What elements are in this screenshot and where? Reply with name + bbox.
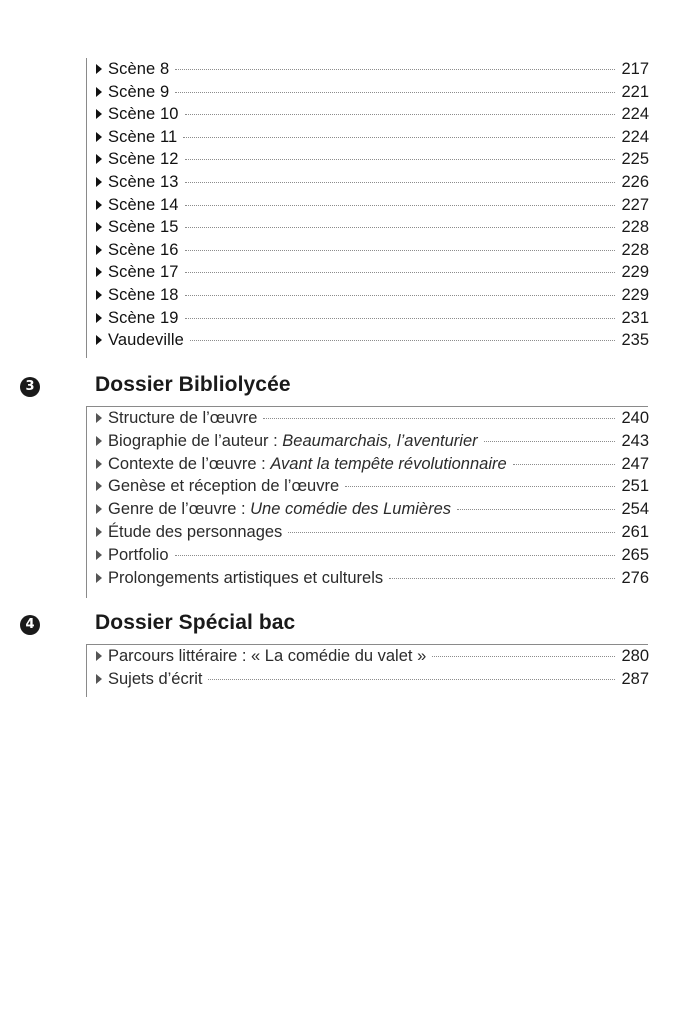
- page-number: 228: [621, 218, 649, 237]
- dot-leader: [185, 205, 616, 206]
- triangle-marker-icon: [96, 290, 102, 300]
- toc-entry-biographie[interactable]: [87, 430, 649, 453]
- bac-list: [87, 645, 649, 691]
- dot-leader: [185, 114, 616, 115]
- entry-label: Scène 17: [108, 263, 179, 282]
- triangle-marker-icon: [96, 550, 102, 560]
- toc-entry-personnages[interactable]: [87, 521, 649, 544]
- toc-entry-structure[interactable]: [87, 407, 649, 430]
- dot-leader: [457, 509, 615, 510]
- toc-entry-scene-9[interactable]: [87, 81, 649, 104]
- triangle-marker-icon: [96, 481, 102, 491]
- scenes-list: [87, 58, 649, 352]
- entry-label: [108, 453, 507, 476]
- triangle-marker-icon: [96, 413, 102, 423]
- page-number: 231: [621, 308, 649, 327]
- page-number: 265: [621, 545, 649, 564]
- toc-entry-scene-11[interactable]: [87, 126, 649, 149]
- dot-leader: [185, 182, 616, 183]
- dot-leader: [185, 295, 616, 296]
- page-number: 229: [621, 285, 649, 304]
- dot-leader: [185, 318, 616, 319]
- section-title: Dossier Bibliolycée: [95, 373, 291, 396]
- dot-leader: [185, 227, 616, 228]
- entry-label: Sujets d’écrit: [108, 669, 203, 688]
- toc-entry-scene-16[interactable]: [87, 239, 649, 262]
- biblio-block: [86, 407, 649, 598]
- triangle-marker-icon: [96, 267, 102, 277]
- page-number: 240: [621, 409, 649, 427]
- dot-leader: [484, 441, 616, 442]
- page-number: 228: [621, 240, 649, 259]
- page-number: 247: [621, 454, 649, 473]
- triangle-marker-icon: [96, 64, 102, 74]
- dot-leader: [185, 250, 616, 251]
- section-heading-bac[interactable]: [20, 605, 648, 645]
- entry-label: Scène 16: [108, 240, 179, 259]
- page-number: 251: [621, 477, 649, 496]
- dot-leader: [288, 532, 615, 533]
- bac-block: [86, 645, 649, 697]
- page-number: 229: [621, 263, 649, 282]
- triangle-marker-icon: [96, 132, 102, 142]
- entry-label: Parcours littéraire : « La comédie du valet »: [108, 647, 427, 665]
- entry-label: Vaudeville: [108, 331, 184, 350]
- dot-leader: [513, 464, 616, 465]
- dot-leader: [345, 486, 615, 487]
- dot-leader: [183, 137, 615, 138]
- dot-leader: [389, 578, 615, 579]
- entry-label: Scène 8: [108, 60, 170, 78]
- entry-label: Scène 18: [108, 285, 179, 304]
- dot-leader: [208, 679, 615, 680]
- toc-entry-vaudeville[interactable]: [87, 329, 649, 352]
- toc-entry-scene-12[interactable]: [87, 148, 649, 171]
- toc-entry-genese[interactable]: [87, 475, 649, 498]
- page-number: 235: [621, 331, 649, 350]
- toc-entry-parcours[interactable]: [87, 645, 649, 668]
- page-number: 226: [621, 172, 649, 191]
- triangle-marker-icon: [96, 504, 102, 514]
- toc-entry-genre[interactable]: [87, 498, 649, 521]
- entry-label: Scène 10: [108, 105, 179, 124]
- entry-label-italic: Avant la tempête révolutionnaire: [270, 454, 507, 473]
- dot-leader: [190, 340, 616, 341]
- entry-label-main: Biographie de l’auteur :: [108, 431, 283, 450]
- entry-label: Scène 12: [108, 150, 179, 169]
- entry-label: [108, 498, 451, 521]
- page-number: 261: [621, 522, 649, 541]
- toc-entry-scene-18[interactable]: [87, 284, 649, 307]
- entry-label-main: Contexte de l’œuvre :: [108, 454, 271, 473]
- triangle-marker-icon: [96, 109, 102, 119]
- triangle-marker-icon: [96, 245, 102, 255]
- toc-entry-scene-15[interactable]: [87, 216, 649, 239]
- section-heading-biblio[interactable]: [20, 367, 648, 407]
- section-number-badge: 4: [20, 615, 40, 635]
- toc-entry-scene-8[interactable]: [87, 58, 649, 81]
- entry-label: Scène 19: [108, 308, 179, 327]
- triangle-marker-icon: [96, 459, 102, 469]
- triangle-marker-icon: [96, 651, 102, 661]
- dot-leader: [175, 555, 616, 556]
- page-number: 225: [621, 150, 649, 169]
- entry-label-main: Genre de l’œuvre :: [108, 500, 251, 519]
- entry-label: Étude des personnages: [108, 522, 283, 541]
- toc-entry-sujets[interactable]: [87, 668, 649, 691]
- triangle-marker-icon: [96, 335, 102, 345]
- entry-label-italic: Une comédie des Lumières: [250, 500, 451, 519]
- page-number: 287: [621, 669, 649, 688]
- dot-leader: [175, 69, 615, 70]
- entry-label: Portfolio: [108, 545, 169, 564]
- toc-entry-contexte[interactable]: [87, 453, 649, 476]
- page-number: 227: [621, 195, 649, 214]
- entry-label: Structure de l’œuvre: [108, 409, 258, 427]
- toc-entry-scene-14[interactable]: [87, 194, 649, 217]
- page-number: 276: [621, 568, 649, 587]
- section-number-badge: 3: [20, 377, 40, 397]
- triangle-marker-icon: [96, 436, 102, 446]
- triangle-marker-icon: [96, 200, 102, 210]
- triangle-marker-icon: [96, 313, 102, 323]
- biblio-list: [87, 407, 649, 589]
- triangle-marker-icon: [96, 154, 102, 164]
- page-number: 280: [621, 647, 649, 665]
- entry-label: Scène 11: [108, 127, 178, 146]
- entry-label: Prolongements artistiques et culturels: [108, 568, 384, 587]
- triangle-marker-icon: [96, 222, 102, 232]
- entry-label: Scène 13: [108, 172, 179, 191]
- toc-entry-scene-17[interactable]: [87, 261, 649, 284]
- section-title: Dossier Spécial bac: [95, 611, 296, 634]
- scenes-block: [86, 58, 649, 358]
- toc-entry-scene-10[interactable]: [87, 103, 649, 126]
- dot-leader: [185, 272, 616, 273]
- triangle-marker-icon: [96, 674, 102, 684]
- page-number: 254: [621, 500, 649, 519]
- triangle-marker-icon: [96, 573, 102, 583]
- entry-label: [108, 430, 478, 453]
- page-number: 221: [621, 82, 649, 101]
- triangle-marker-icon: [96, 87, 102, 97]
- entry-label: Scène 9: [108, 82, 170, 101]
- toc-entry-portfolio[interactable]: [87, 544, 649, 567]
- entry-label: Scène 14: [108, 195, 179, 214]
- dot-leader: [175, 92, 615, 93]
- page-number: 224: [621, 127, 649, 146]
- page-number: 217: [621, 60, 649, 78]
- toc-entry-scene-13[interactable]: [87, 171, 649, 194]
- dot-leader: [263, 418, 615, 419]
- dot-leader: [185, 159, 616, 160]
- triangle-marker-icon: [96, 527, 102, 537]
- triangle-marker-icon: [96, 177, 102, 187]
- entry-label: Genèse et réception de l’œuvre: [108, 477, 340, 496]
- entry-label: Scène 15: [108, 218, 179, 237]
- dot-leader: [432, 656, 615, 657]
- entry-label-italic: Beaumarchais, l’aventurier: [282, 431, 478, 450]
- toc-entry-scene-19[interactable]: [87, 307, 649, 330]
- page-number: 243: [621, 431, 649, 450]
- toc-entry-prolongements[interactable]: [87, 567, 649, 590]
- page-number: 224: [621, 105, 649, 124]
